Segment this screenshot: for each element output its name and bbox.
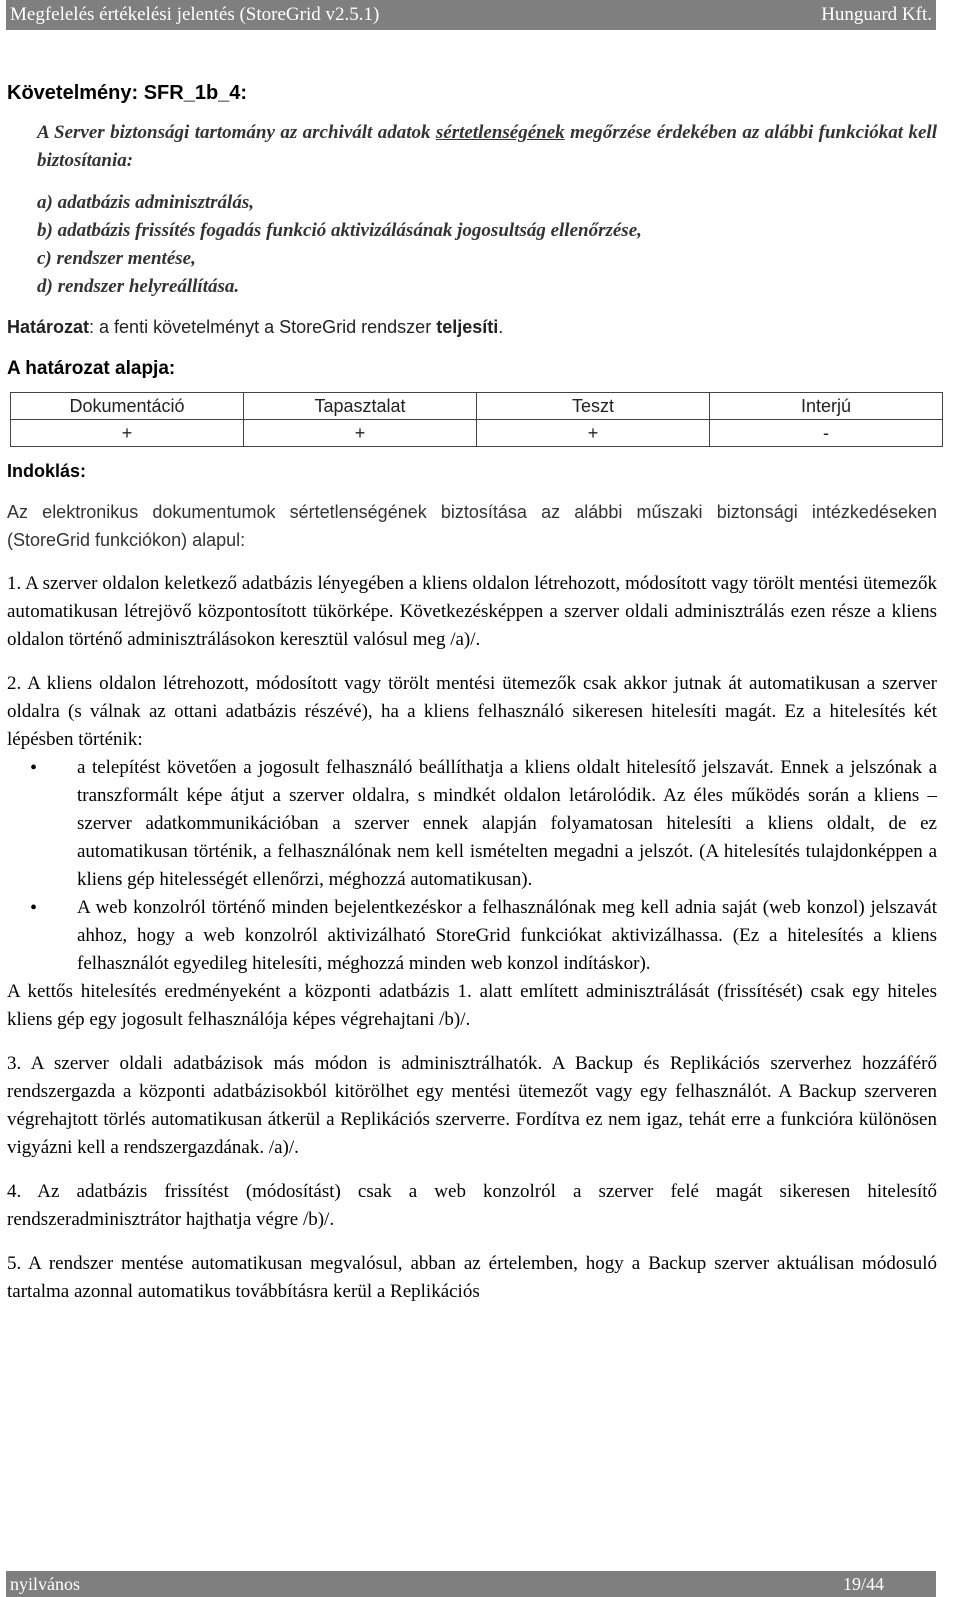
decision-verdict: teljesíti <box>436 317 499 337</box>
basis-title: A határozat alapja: <box>7 358 176 379</box>
basis-header-cell: Teszt <box>477 393 710 420</box>
basis-value-row <box>11 420 943 447</box>
list-item: • a telepítést követően a jogosult felhasználó beállíthatja a kliens oldalt hitelesítő jelszavát. Ennek a jelszónak a transzformált képe átjut a szerver oldalra, s mindkét oldalon letárolódik. Az éles működés során a kliens – szerver adatkommunikációban a szerver ennek alapján folyamatosan hitelesíti a kliens oldalt, de ez automatikusan történik, a felhasználónak nem kell ismételten megadni a jelszót. (A hitelesítés tulajdonképpen a kliens gép hitelességét ellenőrzi, méghozzá automatikusan). <box>7 754 937 894</box>
requirement-item: d) rendszer helyreállítása. <box>37 276 240 297</box>
requirement-title: Követelmény: SFR_1b_4: <box>7 82 248 104</box>
requirement-intro-underlined: sértetlenségének <box>435 122 565 143</box>
requirement-item: b) adatbázis frissítés fogadás funkció aktivizálásának jogosultság ellenőrzése, <box>37 220 642 241</box>
basis-value-cell: + <box>11 420 244 447</box>
basis-header-cell: Dokumentáció <box>11 393 244 420</box>
requirement-item: a) adatbázis adminisztrálás, <box>37 192 254 213</box>
footer-page-number: 19/44 <box>842 1573 884 1594</box>
requirement-intro-part2: megőrzése érdekében az alábbi funkciókat kell biztosítania: <box>37 122 937 171</box>
basis-header-row <box>11 393 943 420</box>
paragraph-2-end: A kettős hitelesítés eredményeként a központi adatbázis 1. alatt említett adminisztrálását (frissítését) csak egy hiteles kliens gép egy jogosult felhasználója képes végrehajtani /b)/. <box>7 981 937 1030</box>
decision-line <box>7 317 937 338</box>
paragraph-4: 4. Az adatbázis frissítést (módosítást) csak a web konzolról a szerver felé magát sikeresen hitelesítő rendszeradminisztrátor hajthatja végre /b)/. <box>7 1181 937 1230</box>
basis-header-cell: Interjú <box>710 393 943 420</box>
justification-intro: Az elektronikus dokumentumok sértetlenségének biztosítása az alábbi műszaki biztonsági intézkedéseken (StoreGrid funkciókon) alapul: <box>7 502 937 550</box>
header-company: Hunguard Kft. <box>821 4 932 25</box>
requirement-block <box>37 119 937 301</box>
paragraph-5: 5. A rendszer mentése automatikusan megvalósul, abban az értelemben, hogy a Backup szerver aktuálisan módosuló tartalma azonnal automatikus továbbításra kerül a Replikációs <box>7 1253 937 1302</box>
document-body <box>7 82 937 1306</box>
list-item: • A web konzolról történő minden bejelentkezéskor a felhasználónak meg kell adnia saját (web konzol) jelszavát ahhoz, hogy a web konzolról aktivizálható StoreGrid funkciókat aktivizálhassa. (Ez a hitelesítés a kliens felhasználót egyedileg hitelesíti, méghozzá minden web konzol indításkor). <box>7 894 937 978</box>
paragraph-2: 2. A kliens oldalon létrehozott, módosított vagy törölt mentési ütemezők csak akkor jutnak át automatikusan a szerver oldalra (s válnak az ottani adatbázis részévé), ha a kliens felhasználó sikeresen hitelesíti magát. Ez a hitelesítés két lépésben történik: <box>7 673 937 750</box>
paragraph-3: 3. A szerver oldali adatbázisok más módon is adminisztrálhatók. A Backup és Replikációs szerverhez hozzáférő rendszergazda a központi adatbázisokból kitörölhet egy mentési ütemezőt vagy egy felhasználót. A Backup szerveren végrehajtott törlés automatikusan átkerül a Replikációs szerverre. Fordítva ez nem igaz, tehát erre a funkcióra különösen vigyázni kell a rendszergazdának. /a)/. <box>7 1053 937 1158</box>
paragraph-1: 1. A szerver oldalon keletkező adatbázis lényegében a kliens oldalon létrehozott, módosított vagy törölt mentési ütemezők automatikusan létrejövő központosított tükörképe. Következésképpen a szerver oldali adminisztrálás ezen része a kliens oldalon történő adminisztrálásokon keresztül valósul meg /a)/. <box>7 573 937 650</box>
decision-end: . <box>498 317 504 337</box>
basis-header-cell: Tapasztalat <box>244 393 477 420</box>
header-document-title: Megfelelés értékelési jelentés (StoreGrid v2.5.1) <box>10 4 380 25</box>
auth-steps-list <box>7 754 937 978</box>
basis-table <box>10 392 943 447</box>
page-header <box>6 0 936 30</box>
basis-value-cell: - <box>710 420 943 447</box>
basis-value-cell: + <box>477 420 710 447</box>
basis-value-cell: + <box>244 420 477 447</box>
justification-title: Indoklás: <box>7 461 87 481</box>
footer-classification: nyilvános <box>10 1573 80 1594</box>
requirement-item: c) rendszer mentése, <box>37 248 196 269</box>
requirement-intro-part1: A Server biztonsági tartomány az archivált adatok <box>37 122 436 143</box>
requirement-intro <box>37 119 937 175</box>
decision-label: Határozat <box>7 317 90 337</box>
page-footer <box>6 1571 936 1597</box>
decision-text: : a fenti követelményt a StoreGrid rendszer <box>89 317 437 337</box>
